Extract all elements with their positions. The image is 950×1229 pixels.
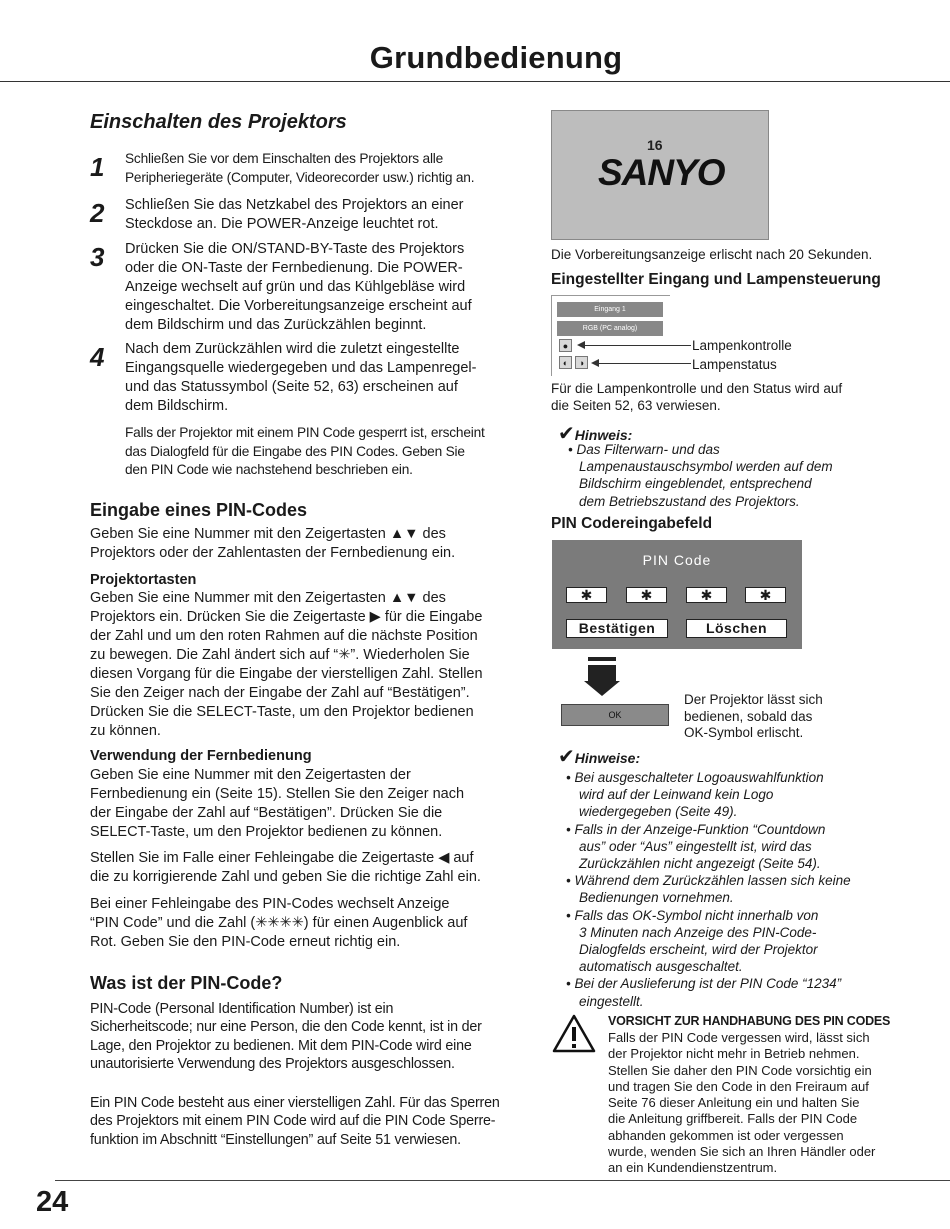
- text-line: des Projektors mit einem PIN Code wird auf die PIN Code Sperre-: [90, 1113, 496, 1130]
- input-indicator: Eingang 1: [557, 302, 663, 317]
- text-line: der Projektor nicht mehr in Betrieb nehmen.: [608, 1046, 860, 1062]
- text-line: Rot. Geben Sie den PIN-Code erneut richtig ein.: [90, 934, 401, 950]
- source-indicator: RGB (PC analog): [557, 321, 663, 336]
- checkmark-icon: ✔: [558, 423, 575, 445]
- step-number: 2: [90, 198, 105, 228]
- confirm-button[interactable]: Bestätigen: [566, 619, 668, 638]
- text-line: Projektors oder der Zahlentasten der Fernbedienung ein.: [90, 545, 456, 561]
- text-line: aus” oder “Aus” eingestellt ist, wird das: [579, 838, 812, 854]
- step-text: [125, 150, 474, 187]
- text-line: Sie den Zeiger nach der Eingabe der Zahl auf “Bestätigen”.: [90, 685, 470, 701]
- pointer-arrow-icon: [591, 359, 599, 367]
- text-line: wird auf der Leinwand kein Logo: [579, 787, 774, 803]
- text-line: Steckdose an. Die POWER-Anzeige leuchtet rot.: [125, 216, 439, 232]
- pin-dialog-title: PIN Code: [642, 552, 712, 568]
- arrow-down-icon: [584, 681, 620, 696]
- text-line: Geben Sie eine Nummer mit den Zeigertasten ▲▼ des: [90, 590, 446, 606]
- pin-locked-note: [125, 424, 485, 480]
- text-line: SELECT-Taste, um den Projektor bedienen zu können.: [90, 824, 443, 840]
- status-heading: Eingestellter Eingang und Lampensteuerung: [551, 271, 881, 288]
- startup-caption: Die Vorbereitungsanzeige erlischt nach 20 Sekunden.: [551, 247, 873, 262]
- subheading-projektortasten: Projektortasten: [90, 572, 197, 588]
- checkmark-icon: ✔: [558, 746, 575, 768]
- text-line: Der Projektor lässt sich: [684, 692, 823, 707]
- text-line: dem Bildschirm.: [125, 398, 229, 414]
- step-text: [125, 240, 472, 335]
- text-line: die Seiten 52, 63 verwiesen.: [551, 398, 721, 413]
- text-line: zu bewegen. Die Zahl ändert sich auf “✳”. Wiederholen Sie: [90, 647, 470, 663]
- text-line: diesen Vorgang für die Eingabe der vierstelligen Zahl. Stellen: [90, 666, 483, 682]
- text-line: eingeschaltet. Die Vorbereitungsanzeige erscheint auf: [125, 298, 472, 314]
- text-line: Falls der PIN Code vergessen wird, lässt sich: [608, 1030, 870, 1045]
- text-line: und das Statussymbol (Seite 52, 63) erscheinen auf: [125, 379, 458, 395]
- text-line: automatisch ausgeschaltet.: [579, 959, 743, 975]
- text-line: die Anleitung griffbereit. Falls der PIN Code: [608, 1111, 858, 1127]
- countdown-number: 16: [647, 137, 663, 153]
- lamp-status-label: Lampenstatus: [692, 357, 777, 372]
- text-line: Stellen Sie im Falle einer Fehleingabe die Zeigertaste ◀ auf: [90, 850, 474, 866]
- text-line: dem Bildschirm und das Zurückzählen beginnt.: [125, 317, 427, 333]
- step-text: [125, 340, 476, 416]
- text-line: der Zahl und um den roten Rahmen auf die nächste Position: [90, 628, 478, 644]
- text-line: Falls der Projektor mit einem PIN Code gesperrt ist, erscheint: [125, 425, 485, 440]
- text-line: Schließen Sie das Netzkabel des Projektors an einer: [125, 197, 464, 213]
- status-caption: [551, 380, 842, 414]
- text-line: Lage, den Projektor zu bedienen. Mit dem PIN-Code wird eine: [90, 1037, 472, 1054]
- caution-text: [608, 1030, 875, 1177]
- lamp-status-icon: ◐: [559, 356, 572, 369]
- pin-digit-1[interactable]: ✱: [566, 587, 607, 603]
- text-line: Stellen Sie daher den PIN Code vorsichtig ein: [608, 1062, 872, 1078]
- fehleingabe-anzeige-paragraph: [90, 895, 467, 952]
- text-line: Anzeige wechselt auf grün und das Kühlgebläse wird: [125, 279, 466, 295]
- fernbedienung-paragraph: [90, 766, 464, 842]
- subheading-fernbedienung: Verwendung der Fernbedienung: [90, 748, 312, 764]
- step-number: 1: [90, 152, 105, 182]
- pointer-line: [585, 345, 691, 346]
- text-line: 3 Minuten nach Anzeige des PIN-Code-: [579, 924, 817, 940]
- pin-digit-4[interactable]: ✱: [745, 587, 786, 603]
- text-line: das Dialogfeld für die Eingabe des PIN Codes. Geben Sie: [125, 443, 465, 459]
- text-line: Bildschirm eingeblendet, entsprechend: [579, 476, 812, 492]
- text-line: wurde, wenden Sie sich an Ihren Händler oder: [608, 1144, 876, 1160]
- hinweise-text: [566, 769, 851, 1010]
- fehleingabe-paragraph: [90, 849, 481, 887]
- text-line: • Das Filterwarn- und das: [568, 442, 720, 457]
- text-line: zu können.: [90, 723, 161, 739]
- arrow-down-icon: [588, 665, 616, 681]
- clear-button[interactable]: Löschen: [686, 619, 787, 638]
- text-line: Eingangsquelle wiedergegeben und das Lampenregel-: [125, 360, 477, 376]
- step-text: [125, 196, 464, 234]
- text-line: oder die ON-Taste der Fernbedienung. Die POWER-: [125, 260, 463, 276]
- text-line: wiedergegeben (Seite 49).: [579, 804, 738, 820]
- page-title: Grundbedienung: [369, 40, 623, 75]
- text-line: abhanden gekommen ist oder vergessen: [608, 1127, 844, 1143]
- pin-sperre-paragraph: [90, 1094, 500, 1149]
- text-line: Ein PIN Code besteht aus einer vierstelligen Zahl. Für das Sperren: [90, 1095, 500, 1111]
- step-number: 3: [90, 242, 105, 272]
- text-line: • Falls in der Anzeige-Funktion “Countdown: [566, 821, 826, 837]
- text-line: dem Betriebszustand des Projektors.: [579, 493, 800, 509]
- pin-intro-paragraph: [90, 525, 455, 563]
- text-line: Seite 76 dieser Anleitung ein und halten Sie: [608, 1095, 860, 1111]
- footer-divider: [55, 1180, 950, 1181]
- pin-digit-3[interactable]: ✱: [686, 587, 727, 603]
- hinweise-heading: Hinweise:: [574, 750, 641, 766]
- text-line: Schließen Sie vor dem Einschalten des Projektors alle: [125, 151, 444, 166]
- text-line: Projektors ein. Drücken Sie die Zeigertaste ▶ für die Eingabe: [90, 609, 483, 625]
- pointer-arrow-icon: [577, 341, 585, 349]
- text-line: die zu korrigierende Zahl und geben Sie die richtige Zahl ein.: [90, 869, 481, 885]
- text-line: • Falls das OK-Symbol nicht innerhalb von: [566, 907, 819, 923]
- text-line: Geben Sie eine Nummer mit den Zeigertasten der: [90, 767, 411, 783]
- text-line: an ein Kundendienstzentrum.: [608, 1160, 778, 1176]
- hinweis-heading: Hinweis:: [574, 427, 633, 443]
- page-number: 24: [36, 1186, 69, 1218]
- text-line: PIN-Code (Personal Identification Number) ist ein: [90, 1001, 394, 1017]
- text-line: Drücken Sie die SELECT-Taste, um den Projektor bedienen: [90, 704, 474, 720]
- ok-symbol: OK: [561, 704, 669, 726]
- text-line: Bedienungen vornehmen.: [579, 890, 734, 906]
- text-line: Für die Lampenkontrolle und den Status wird auf: [551, 381, 843, 396]
- text-line: eingestellt.: [579, 993, 644, 1009]
- text-line: Bei einer Fehleingabe des PIN-Codes wechselt Anzeige: [90, 896, 450, 912]
- text-line: OK-Symbol erlischt.: [684, 725, 804, 740]
- text-line: Fernbedienung ein (Seite 15). Stellen Sie den Zeiger nach: [90, 786, 465, 802]
- step-number: 4: [90, 342, 105, 372]
- text-line: den PIN Code wie nachstehend beschrieben ein.: [125, 462, 413, 478]
- section-heading-was-ist-pin: Was ist der PIN-Code?: [90, 973, 283, 993]
- text-line: Nach dem Zurückzählen wird die zuletzt eingestellte: [125, 341, 460, 357]
- projektortasten-paragraph: [90, 589, 483, 741]
- text-line: • Bei der Auslieferung ist der PIN Code “1234”: [566, 976, 842, 992]
- pin-field-heading: PIN Codereingabefeld: [551, 515, 713, 532]
- text-line: Peripheriegeräte (Computer, Videorecorder usw.) richtig an.: [125, 169, 475, 185]
- text-line: Lampenaustauschsymbol werden auf dem: [579, 459, 833, 475]
- lamp-control-label: Lampenkontrolle: [692, 338, 792, 353]
- section-heading-pin-eingabe: Eingabe eines PIN-Codes: [90, 500, 308, 520]
- arrow-down-icon: [588, 657, 616, 661]
- text-line: der Eingabe der Zahl auf “Bestätigen”. Drücken Sie die: [90, 805, 443, 821]
- text-line: unautorisierte Verwendung des Projektors ausgeschlossen.: [90, 1056, 455, 1073]
- pin-digit-2[interactable]: ✱: [626, 587, 667, 603]
- hinweis-text: [568, 441, 833, 510]
- pin-definition-paragraph: [90, 1000, 482, 1074]
- text-line: Dialogfelds erscheint, wird der Projektor: [579, 942, 818, 958]
- text-line: und tragen Sie den Code in den Freiraum auf: [608, 1078, 869, 1094]
- caution-heading: VORSICHT ZUR HANDHABUNG DES PIN CODES: [608, 1014, 891, 1028]
- ok-caption: [684, 692, 823, 742]
- text-line: Zurückzählen nicht angezeigt (Seite 54).: [579, 856, 821, 872]
- section-heading-einschalten: Einschalten des Projektors: [90, 111, 347, 133]
- text-line: Geben Sie eine Nummer mit den Zeigertasten ▲▼ des: [90, 526, 446, 542]
- text-line: funktion im Abschnitt “Einstellungen” auf Seite 51 verwiesen.: [90, 1131, 461, 1148]
- lamp-control-icon: ●: [559, 339, 572, 352]
- text-line: Sicherheitscode; nur eine Person, die den Code kennt, ist in der: [90, 1019, 482, 1036]
- text-line: bedienen, sobald das: [684, 708, 813, 724]
- hinweise-block: [558, 744, 640, 769]
- sanyo-logo: SANYO: [598, 152, 725, 193]
- text-line: “PIN Code” und die Zahl (✳✳✳✳) für einen Augenblick auf: [90, 915, 468, 931]
- text-line: Drücken Sie die ON/STAND-BY-Taste des Projektors: [125, 241, 465, 257]
- filter-warning-icon: ◑: [575, 356, 588, 369]
- text-line: • Während dem Zurückzählen lassen sich keine: [566, 873, 851, 889]
- pointer-line: [599, 363, 691, 364]
- warning-triangle-icon: [551, 1013, 597, 1055]
- title-divider: [0, 81, 950, 82]
- text-line: • Bei ausgeschalteter Logoauswahlfunktion: [566, 770, 824, 785]
